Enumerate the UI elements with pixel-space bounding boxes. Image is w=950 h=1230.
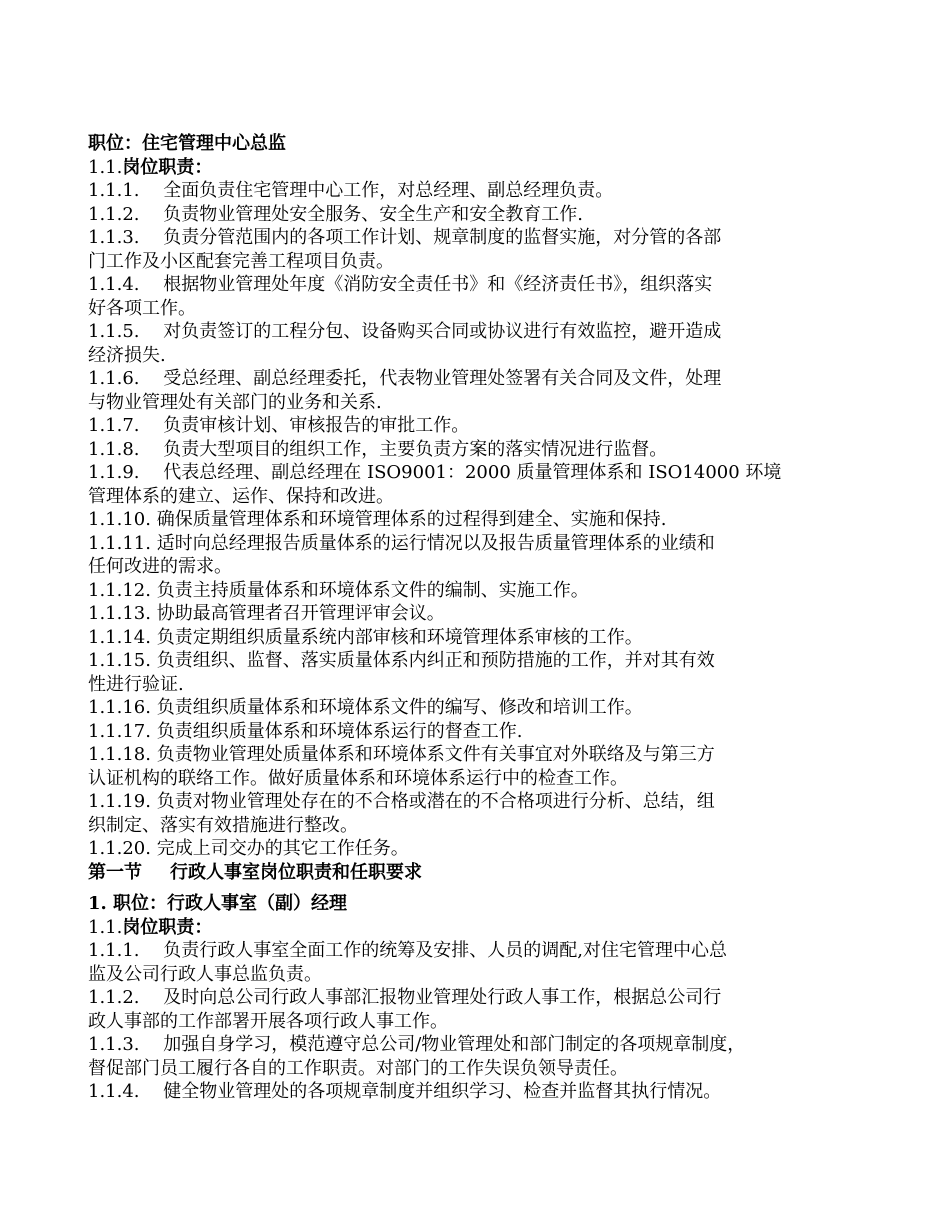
duty-item <box>88 626 868 650</box>
duty-line: 1.1.3. 加强自身学习，模范遵守总公司/物业管理处和部门制定的各项规章制度， <box>88 1034 746 1055</box>
duty-line: 1.1.9. 代表总经理、副总经理在 ISO9001：2000 质量管理体系和 ISO14000 环境 <box>88 462 782 483</box>
duty-item <box>88 790 868 837</box>
duty-line: 管理体系的建立、运作、保持和改进。 <box>88 485 394 507</box>
duty-item <box>88 508 868 532</box>
duty-item <box>88 837 868 861</box>
duty-line: 1.1.2. 负责物业管理处安全服务、安全生产和安全教育工作. <box>88 203 583 225</box>
duties-label: 岗位职责： <box>122 156 213 178</box>
duty-line: 门工作及小区配套完善工程项目负责。 <box>88 250 394 272</box>
duty-item <box>88 1033 868 1080</box>
duty-line: 1.1.4. 健全物业管理处的各项规章制度并组织学习、检查并监督其执行情况。 <box>88 1081 722 1102</box>
duty-line: 1.1.18. 负责物业管理处质量体系和环境体系文件有关事宜对外联络及与第三方 <box>88 744 715 765</box>
section-title: 行政人事室岗位职责和任职要求 <box>170 861 422 883</box>
duty-line: 好各项工作。 <box>88 297 196 319</box>
duty-item <box>88 179 868 203</box>
duty-line: 1.1.13. 协助最高管理者召开管理评审会议。 <box>88 603 445 624</box>
duty-line: 1.1.8. 负责大型项目的组织工作，主要负责方案的落实情况进行监督。 <box>88 438 668 460</box>
section-heading <box>88 861 868 885</box>
duty-line: 经济损失. <box>88 344 166 366</box>
duty-item <box>88 649 868 696</box>
duties-heading <box>88 156 868 180</box>
duty-line: 1.1.19. 负责对物业管理处存在的不合格或潜在的不合格项进行分析、总结，组 <box>88 791 715 812</box>
document-page <box>88 132 868 1104</box>
duty-item <box>88 203 868 227</box>
duty-item <box>88 602 868 626</box>
duty-line: 1.1.17. 负责组织质量体系和环境体系运行的督查工作. <box>88 720 523 742</box>
duty-line: 监及公司行政人事总监负责。 <box>88 963 322 985</box>
duty-line: 1.1.1. 全面负责住宅管理中心工作，对总经理、副总经理负责。 <box>88 180 614 201</box>
duty-line: 1.1.2. 及时向总公司行政人事部汇报物业管理处行政人事工作，根据总公司行 <box>88 987 722 1008</box>
duty-line: 1.1.11. 适时向总经理报告质量体系的运行情况以及报告质量管理体系的业绩和 <box>88 532 715 554</box>
duty-item <box>88 320 868 367</box>
duty-item <box>88 461 868 508</box>
duty-line: 认证机构的联络工作。做好质量体系和环境体系运行中的检查工作。 <box>88 767 628 789</box>
position-title-director: 职位：住宅管理中心总监 <box>88 133 286 154</box>
duties-number: 1.1. <box>88 156 123 178</box>
duty-line: 织制定、落实有效措施进行整改。 <box>88 814 358 836</box>
duty-line: 1.1.16. 负责组织质量体系和环境体系文件的编写、修改和培训工作。 <box>88 697 643 718</box>
director-duties-list <box>88 179 868 861</box>
duty-item <box>88 579 868 603</box>
duty-line: 1.1.10. 确保质量管理体系和环境管理体系的过程得到建全、实施和保持. <box>88 509 667 530</box>
duty-line: 1.1.4. 根据物业管理处年度《消防安全责任书》和《经济责任书》，组织落实 <box>88 274 713 295</box>
duty-line: 1.1.3. 负责分管范围内的各项工作计划、规章制度的监督实施，对分管的各部 <box>88 227 722 248</box>
duty-line: 1.1.5. 对负责签订的工程分包、设备购买合同或协议进行有效监控，避开造成 <box>88 321 722 342</box>
admin-manager-duties-list <box>88 939 868 1104</box>
duty-line: 1.1.6. 受总经理、副总经理委托，代表物业管理处签署有关合同及文件，处理 <box>88 368 722 389</box>
duty-line: 1.1.1. 负责行政人事室全面工作的统筹及安排、人员的调配,对住宅管理中心总 <box>88 940 727 961</box>
duty-line: 1.1.14. 负责定期组织质量系统内部审核和环境管理体系审核的工作。 <box>88 626 643 648</box>
duties-label-2: 岗位职责： <box>122 916 213 938</box>
duty-line: 1.1.20. 完成上司交办的其它工作任务。 <box>88 838 409 859</box>
duties-number-2: 1.1. <box>88 916 123 938</box>
duty-line: 督促部门员工履行各自的工作职责。对部门的工作失误负领导责任。 <box>88 1057 628 1079</box>
duty-line: 性进行验证. <box>88 673 184 695</box>
duty-item <box>88 273 868 320</box>
duty-line: 任何改进的需求。 <box>88 556 232 577</box>
position-title-admin-manager: 1. 职位：行政人事室（副）经理 <box>88 893 348 914</box>
duty-line: 政人事部的工作部署开展各项行政人事工作。 <box>88 1010 448 1032</box>
duties-heading-2 <box>88 916 868 940</box>
section-label: 第一节 <box>88 861 142 883</box>
duty-item <box>88 226 868 273</box>
duty-item <box>88 939 868 986</box>
duty-item <box>88 720 868 744</box>
duty-item <box>88 414 868 438</box>
duty-item <box>88 986 868 1033</box>
duty-item <box>88 438 868 462</box>
duty-item <box>88 532 868 579</box>
duty-item <box>88 367 868 414</box>
duty-line: 1.1.15. 负责组织、监督、落实质量体系内纠正和预防措施的工作，并对其有效 <box>88 650 715 671</box>
duty-line: 1.1.12. 负责主持质量体系和环境体系文件的编制、实施工作。 <box>88 579 589 601</box>
duty-line: 与物业管理处有关部门的业务和关系. <box>88 391 382 413</box>
duty-item <box>88 743 868 790</box>
duty-item <box>88 1080 868 1104</box>
duty-line: 1.1.7. 负责审核计划、审核报告的审批工作。 <box>88 415 470 436</box>
duty-item <box>88 696 868 720</box>
